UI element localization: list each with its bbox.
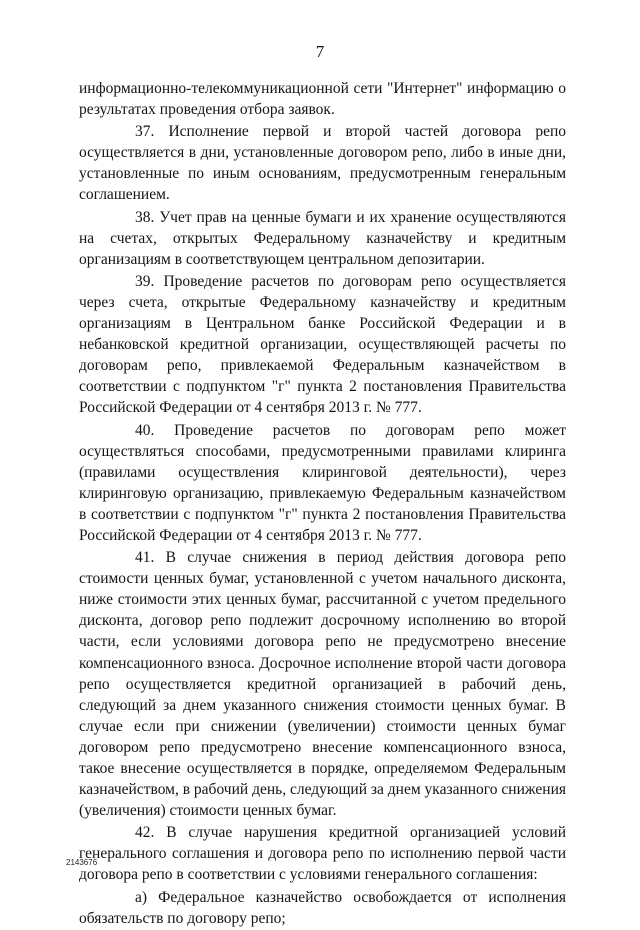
paragraph-41: 41. В случае снижения в период действия договора репо стоимости ценных бумаг, установленной с учетом начального дисконта, ниже стоимости этих ценных бумаг, рассчитанной с учетом предельного дисконта, договор репо подлежит досрочному исполнению во второй части, если условиями договора репо не предусмотрено внесение компенсационного взноса. Досрочное исполнение второй части договора репо осуществляется кредитной организацией в рабочий день, следующий за днем указанного снижения стоимости ценных бумаг. В случае если при снижении (увеличении) стоимости ценных бумаг договором репо предусмотрено внесение компенсационного взноса, такое внесение осуществляется в порядке, определяемом Федеральным казначейством, в рабочий день, следующий за днем указанного снижения (увеличения) стоимости ценных бумаг.	[79, 549, 566, 820]
page-number: 7	[315, 42, 325, 61]
paragraph-continuation: информационно-телекоммуникационной сети "Интернет" информацию о результатах проведения отбора заявок.	[79, 80, 566, 119]
paragraph-38: 38. Учет прав на ценные бумаги и их хранение осуществляются на счетах, открытых Федеральному казначейству и кредитным организациям в соответствующем центральном депозитарии.	[79, 208, 566, 268]
paragraph-39: 39. Проведение расчетов по договорам репо осуществляется через счета, открытые Федеральному казначейству и кредитным организациям в Центральном банке Российской Федерации и в небанковской кредитной организации, осуществляющей расчеты по договорам репо, привлекаемой Федеральным казначейством в соответствии с подпунктом "г" пункта 2 постановления Правительства Российской Федерации от 4 сентября 2013 г. № 777.	[79, 272, 566, 417]
document-body	[79, 78, 566, 930]
paragraph-40: 40. Проведение расчетов по договорам репо может осуществляться способами, предусмотренными правилами клиринга (правилами осуществления клиринговой деятельности), через клиринговую организацию, привлекаемую Федеральным казначейством в соответствии с подпунктом "г" пункта 2 постановления Правительства Российской Федерации от 4 сентября 2013 г. № 777.	[79, 421, 566, 544]
document-id: 2143676	[66, 858, 98, 867]
paragraph-37: 37. Исполнение первой и второй частей договора репо осуществляется в дни, установленные договором репо, либо в иные дни, установленные по иным основаниям, предусмотренным генеральным соглашением.	[79, 123, 566, 204]
paragraph-42-a: а) Федеральное казначейство освобождается от исполнения обязательств по договору репо;	[79, 888, 566, 927]
paragraph-42: 42. В случае нарушения кредитной организацией условий генерального соглашения и договора репо по исполнению первой части договора репо в соответствии с условиями генерального соглашения:	[79, 824, 566, 884]
